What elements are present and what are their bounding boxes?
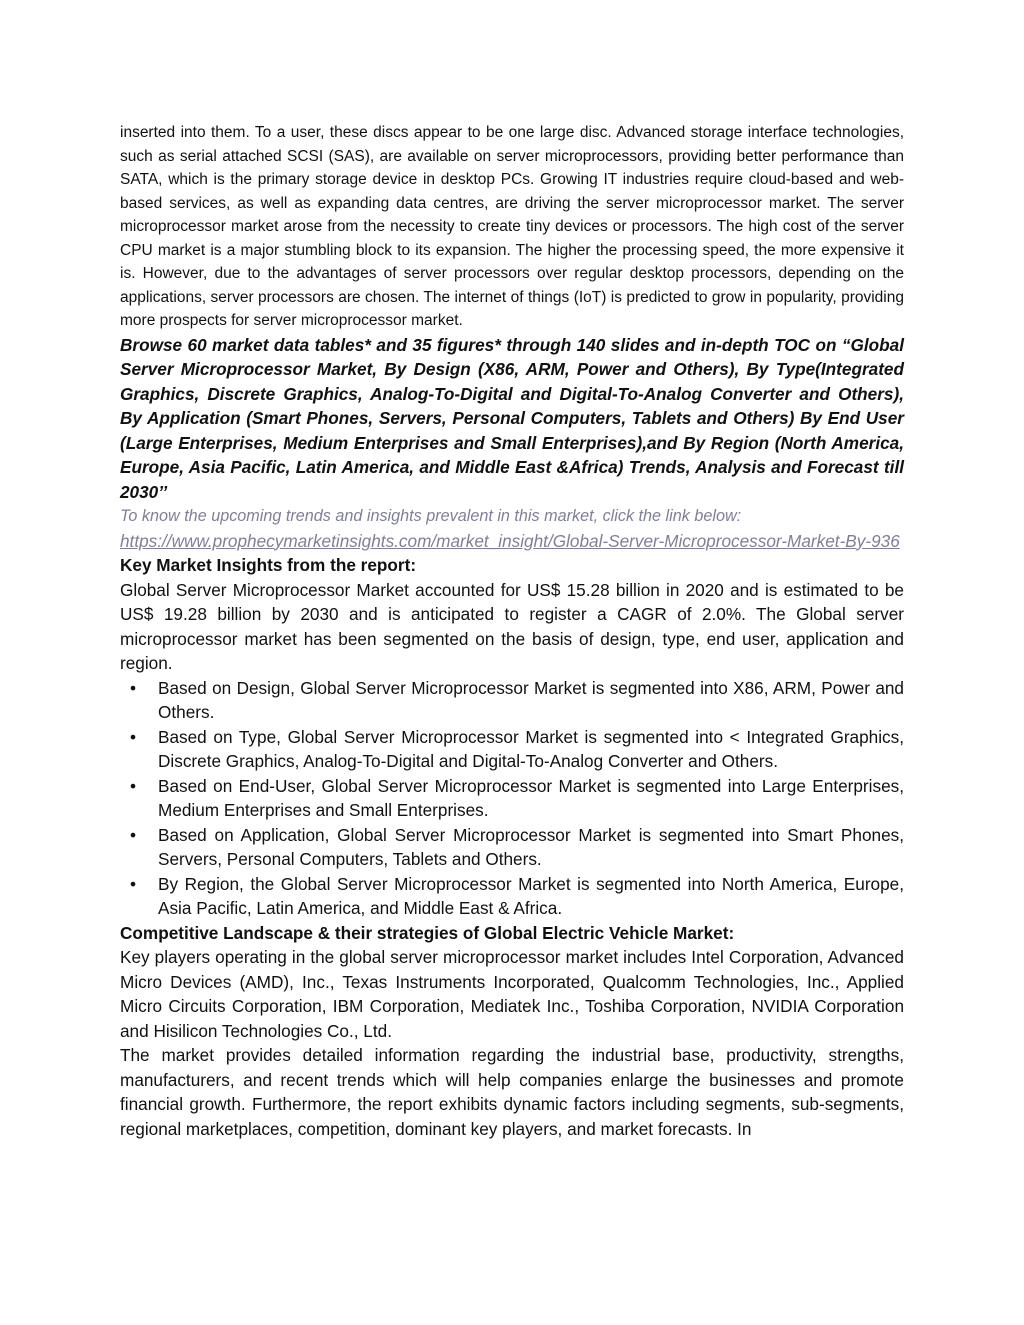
bullet-icon: • xyxy=(130,677,137,698)
market-paragraph: The market provides detailed information regarding the industrial base, productivity, strengths, manufacturers, and recent trends which will help companies enlarge the businesses and promote financial growth. Furthermore, the report exhibits dynamic factors including segments, sub-segments, regional marketplaces, competition, dominant key players, and market forecasts. In xyxy=(120,1045,904,1139)
list-item-text: Based on End-User, Global Server Microprocessor Market is segmented into Large Enterprises, Medium Enterprises and Small Enterprises. xyxy=(158,775,904,820)
key-insights-heading: Key Market Insights from the report: xyxy=(120,555,417,575)
list-item xyxy=(120,725,904,774)
list-item xyxy=(120,774,904,823)
intro-paragraph: inserted into them. To a user, these discs appear to be one large disc. Advanced storage interface technologies, such as serial attached SCSI (SAS), are available on server microprocessors, providing better performance than SATA, which is the primary storage device in desktop PCs. Growing IT industries require cloud-based and web-based services, as well as expanding data centres, are driving the server microprocessor market. The server microprocessor market arose from the necessity to create tiny devices or processors. The high cost of the server CPU market is a major stumbling block to its expansion. The higher the processing speed, the more expensive it is. However, due to the advantages of server processors over regular desktop processors, depending on the applications, server processors are chosen. The internet of things (IoT) is predicted to grow in popularity, providing more prospects for server microprocessor market. xyxy=(120,124,904,329)
report-link[interactable]: https://www.prophecymarketinsights.com/market_insight/Global-Server-Microprocessor-Market-By-936 xyxy=(120,530,900,551)
list-item xyxy=(120,872,904,921)
segmentation-list xyxy=(120,676,904,921)
list-item-text: Based on Type, Global Server Microprocessor Market is segmented into < Integrated Graphics, Discrete Graphics, Analog-To-Digital and Digital-To-Analog Converter and Others. xyxy=(158,726,904,771)
know-more-text: To know the upcoming trends and insights prevalent in this market, click the link below: xyxy=(120,507,742,525)
list-item-text: Based on Application, Global Server Microprocessor Market is segmented into Smart Phones, Servers, Personal Computers, Tablets and Others. xyxy=(158,824,904,869)
list-item xyxy=(120,823,904,872)
key-insights-paragraph: Global Server Microprocessor Market accounted for US$ 15.28 billion in 2020 and is estimated to be US$ 19.28 billion by 2030 and is anticipated to register a CAGR of 2.0%. The Global server microprocessor market has been segmented on the basis of design, type, end user, application and region. xyxy=(120,579,904,673)
bullet-icon: • xyxy=(130,873,137,894)
bullet-icon: • xyxy=(130,726,137,747)
list-item-text: By Region, the Global Server Microprocessor Market is segmented into North America, Europe, Asia Pacific, Latin America, and Middle East & Africa. xyxy=(158,873,904,918)
list-item xyxy=(120,676,904,725)
list-item-text: Based on Design, Global Server Microprocessor Market is segmented into X86, ARM, Power and Others. xyxy=(158,677,904,722)
bullet-icon: • xyxy=(130,824,137,845)
competitive-heading: Competitive Landscape & their strategies of Global Electric Vehicle Market: xyxy=(120,922,735,943)
bullet-icon: • xyxy=(130,775,137,796)
document-page xyxy=(120,121,904,1141)
competitive-paragraph: Key players operating in the global server microprocessor market includes Intel Corporation, Advanced Micro Devices (AMD), Inc., Texas Instruments Incorporated, Qualcomm Technologies, Inc., Applied Micro Circuits Corporation, IBM Corporation, Mediatek Inc., Toshiba Corporation, NVIDIA Corporation and Hisilicon Technologies Co., Ltd. xyxy=(120,947,904,1041)
browse-report-text: Browse 60 market data tables* and 35 figures* through 140 slides and in-depth TOC on “Global Server Microprocessor Market, By Design (X86, ARM, Power and Others), By Type(Integrated Graphics, Discrete Graphics, Analog-To-Digital and Digital-To-Analog Converter and Others), By Application (Smart Phones, Servers, Personal Computers, Tablets and Others) By End User (Large Enterprises, Medium Enterprises and Small Enterprises),and By Region (North America, Europe, Asia Pacific, Latin America, and Middle East &Africa) Trends, Analysis and Forecast till 2030’’ xyxy=(120,334,904,502)
